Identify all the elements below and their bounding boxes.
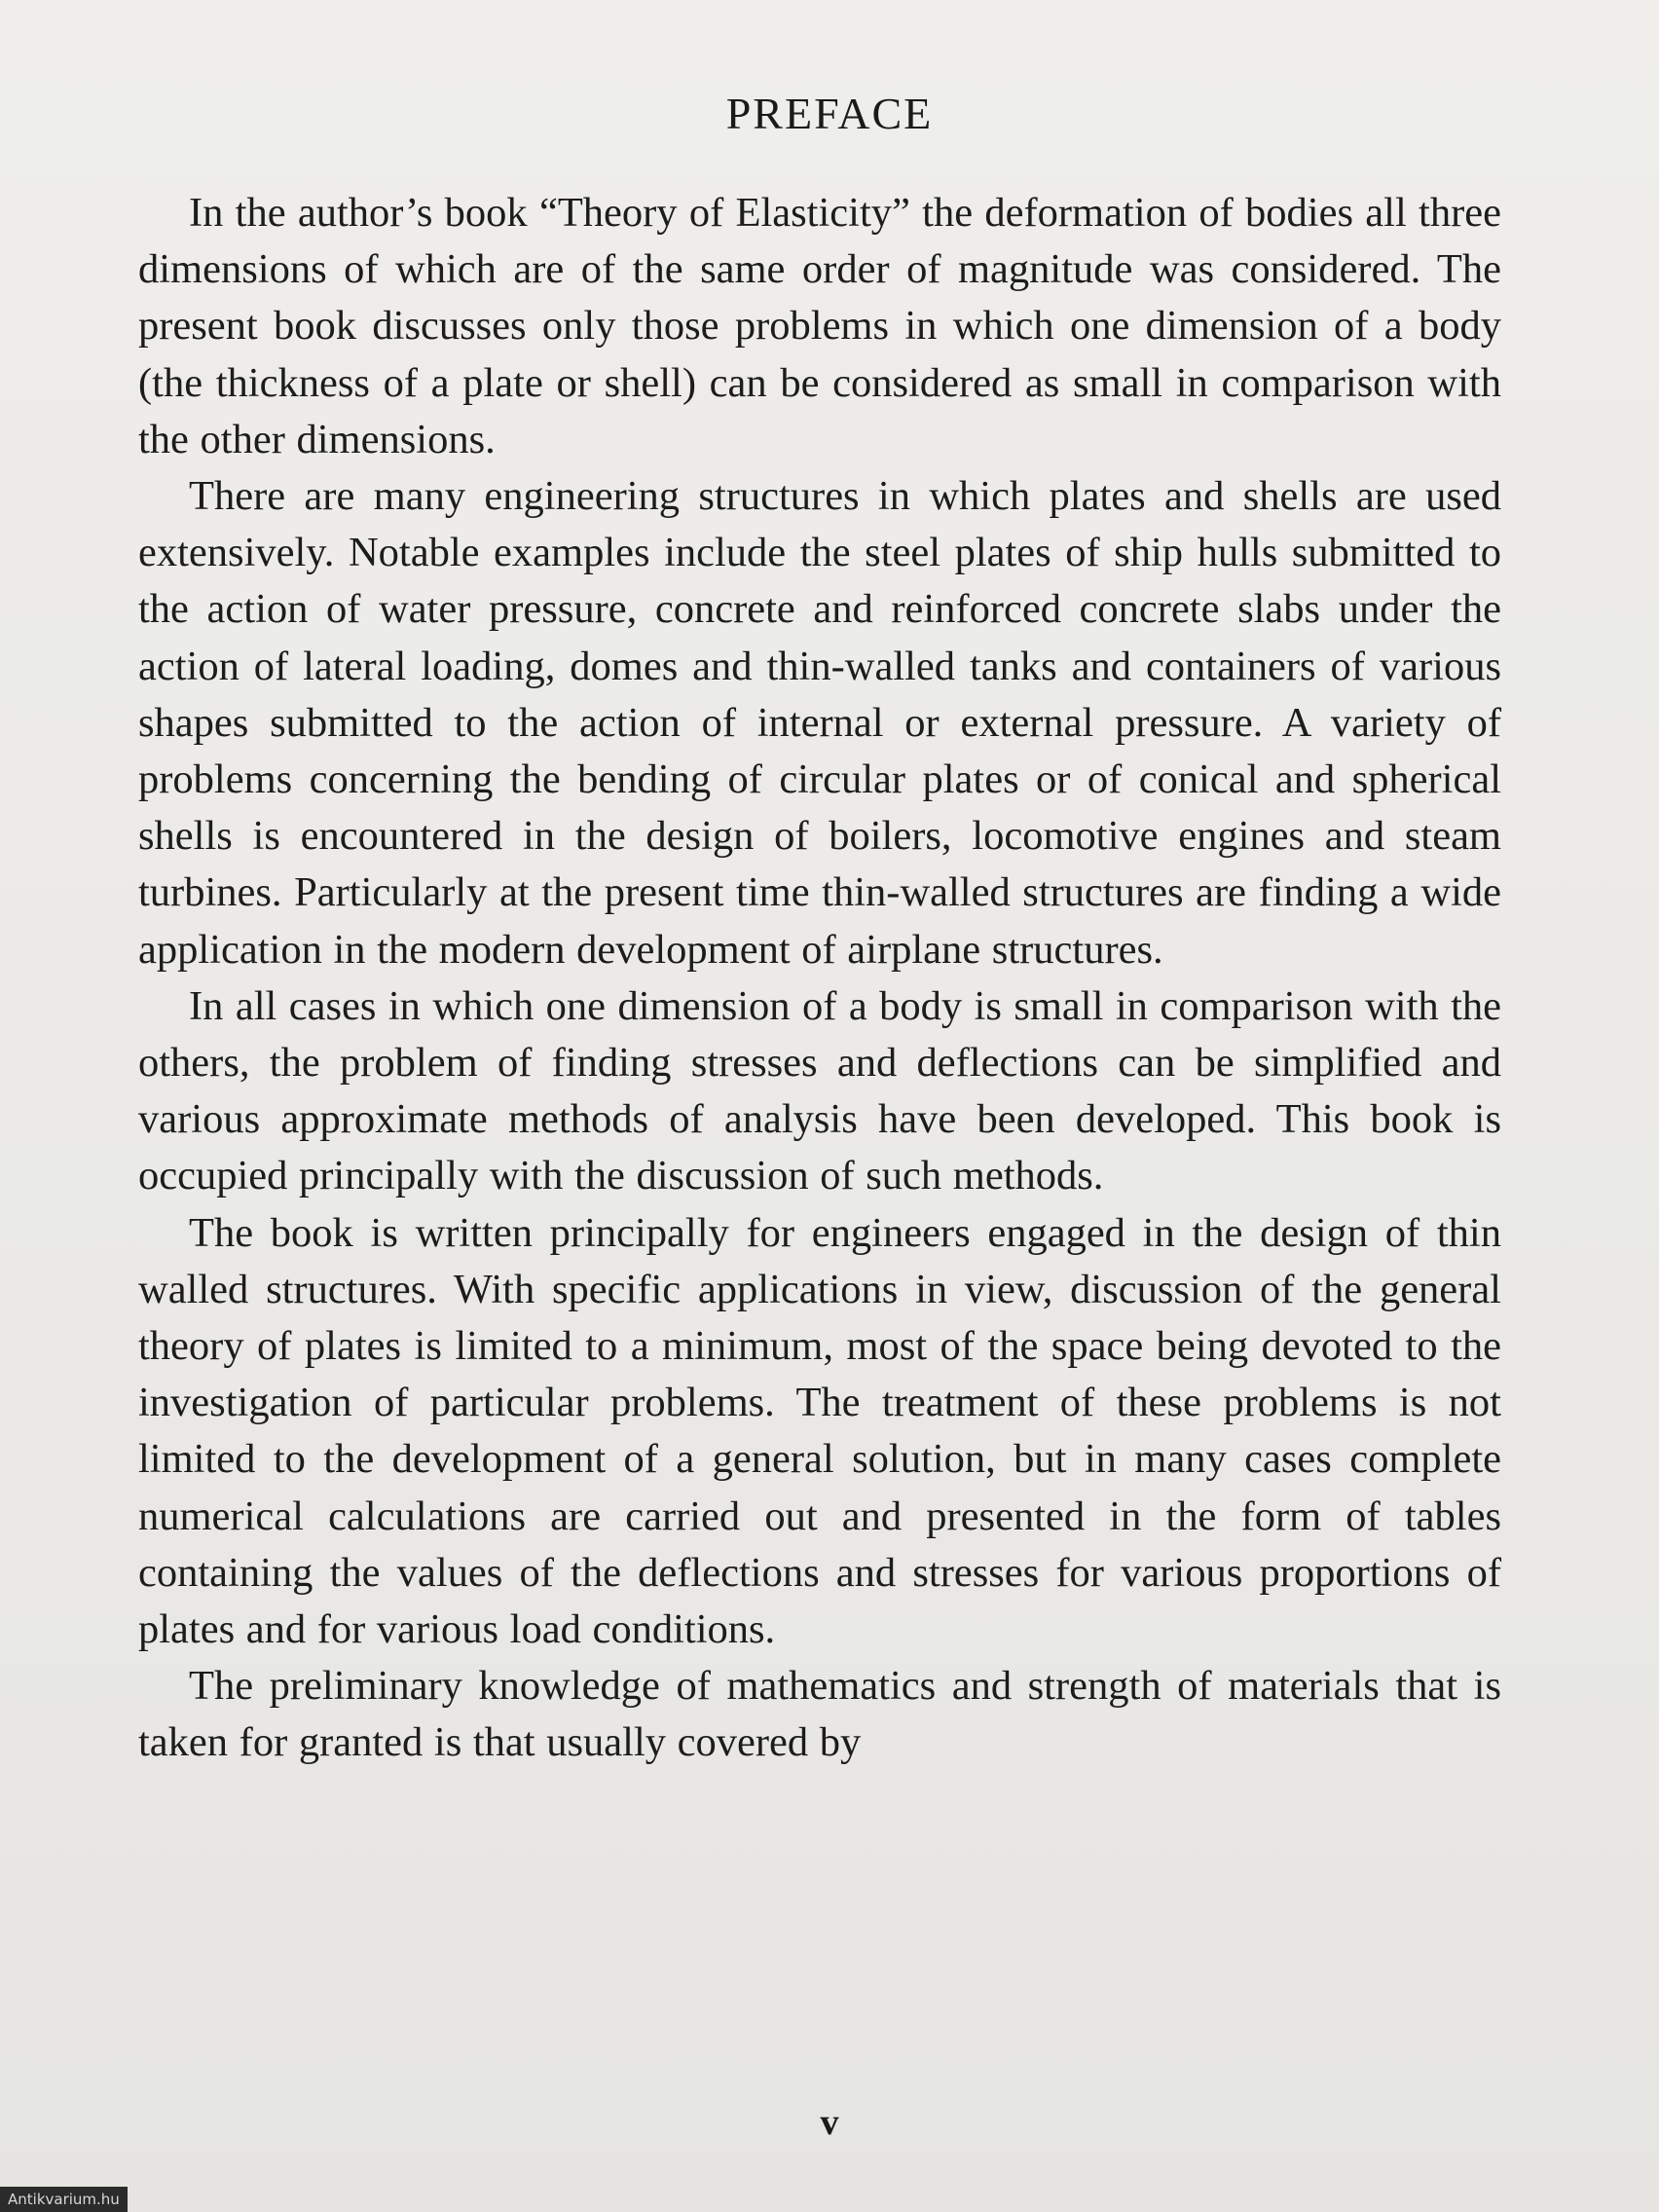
paragraph: In all cases in which one dimension of a body is small in comparison with the others, the problem of finding stresses and deflections can be simplified and various approximate methods of analysis have been developed. This book is occupied principally with the discussion of such methods. <box>138 982 1501 1199</box>
watermark: Antikvarium.hu <box>0 2187 128 2212</box>
paragraph: The book is written principally for engineers engaged in the design of thin walled structures. With specific applications in view, discussion of the general theory of plates is limited to a minimum, most of the space being devoted to the investigation of particular problems. The treatment of these problems is not limited to the development of a general solution, but in many cases complete numerical calculations are carried out and presented in the form of tables containing the values of the deflections and stresses for various proportions of plates and for various load conditions. <box>138 1209 1501 1653</box>
preface-body <box>138 185 1501 1772</box>
page-number: v <box>820 2102 839 2143</box>
paragraph: In the author’s book “Theory of Elasticity” the deformation of bodies all three dimensions of which are of the same order of magnitude was considered. The present book discusses only those problems in which one dimension of a body (the thickness of a plate or shell) can be considered as small in comparison with the other dimensions. <box>138 190 1501 462</box>
page-title: PREFACE <box>725 89 934 138</box>
paragraph: There are many engineering structures in which plates and shells are used extensively. Notable examples include the steel plates of ship hulls submitted to the action of water pressure, concrete and reinforced concrete slabs under the action of lateral loading, domes and thin-walled tanks and containers of various shapes submitted to the action of internal or external pressure. A variety of problems concerning the bending of circular plates or of conical and spherical shells is encountered in the design of boilers, locomotive engines and steam turbines. Particularly at the present time thin-walled structures are finding a wide application in the modern development of airplane structures. <box>138 473 1501 973</box>
paragraph: The preliminary knowledge of mathematics and strength of materials that is taken for granted is that usually covered by <box>138 1663 1501 1766</box>
